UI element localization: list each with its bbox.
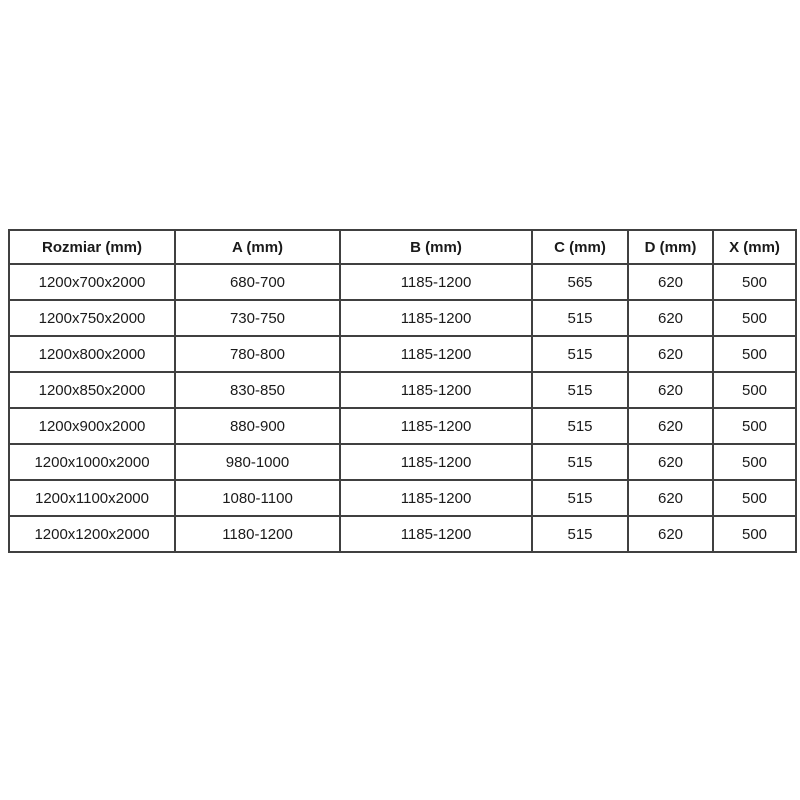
table-cell-c: 515 [532, 372, 628, 408]
table-cell-c: 515 [532, 336, 628, 372]
header-row [9, 230, 796, 264]
table-cell-x: 500 [713, 372, 796, 408]
table-row [9, 480, 796, 516]
table-cell-rozmiar: 1200x900x2000 [9, 408, 175, 444]
table-cell-a: 880-900 [175, 408, 340, 444]
table-row [9, 372, 796, 408]
table-cell-c: 515 [532, 480, 628, 516]
table-row [9, 444, 796, 480]
column-header-c: C (mm) [532, 230, 628, 264]
table-cell-x: 500 [713, 516, 796, 552]
table-row [9, 336, 796, 372]
table-cell-a: 680-700 [175, 264, 340, 300]
table-cell-rozmiar: 1200x1000x2000 [9, 444, 175, 480]
table-cell-x: 500 [713, 444, 796, 480]
table-cell-d: 620 [628, 336, 713, 372]
table-cell-rozmiar: 1200x850x2000 [9, 372, 175, 408]
table-cell-c: 565 [532, 264, 628, 300]
table-cell-x: 500 [713, 480, 796, 516]
table-cell-a: 830-850 [175, 372, 340, 408]
table-cell-rozmiar: 1200x750x2000 [9, 300, 175, 336]
table-cell-c: 515 [532, 300, 628, 336]
table-cell-x: 500 [713, 336, 796, 372]
table-cell-b: 1185-1200 [340, 480, 532, 516]
table-row [9, 264, 796, 300]
table-cell-x: 500 [713, 264, 796, 300]
table-cell-d: 620 [628, 300, 713, 336]
table-cell-rozmiar: 1200x1200x2000 [9, 516, 175, 552]
table-cell-b: 1185-1200 [340, 264, 532, 300]
table-cell-rozmiar: 1200x700x2000 [9, 264, 175, 300]
table-cell-d: 620 [628, 480, 713, 516]
table-cell-c: 515 [532, 516, 628, 552]
table-cell-b: 1185-1200 [340, 516, 532, 552]
table-cell-c: 515 [532, 444, 628, 480]
column-header-x: X (mm) [713, 230, 796, 264]
table-cell-x: 500 [713, 300, 796, 336]
column-header-b: B (mm) [340, 230, 532, 264]
column-header-d: D (mm) [628, 230, 713, 264]
table-cell-b: 1185-1200 [340, 336, 532, 372]
table-cell-a: 1080-1100 [175, 480, 340, 516]
table-cell-c: 515 [532, 408, 628, 444]
table-cell-a: 730-750 [175, 300, 340, 336]
table-cell-d: 620 [628, 516, 713, 552]
table-row [9, 408, 796, 444]
table-cell-b: 1185-1200 [340, 408, 532, 444]
table-row [9, 516, 796, 552]
table-cell-b: 1185-1200 [340, 300, 532, 336]
table-cell-d: 620 [628, 264, 713, 300]
table-row [9, 300, 796, 336]
table-cell-d: 620 [628, 372, 713, 408]
table-cell-a: 980-1000 [175, 444, 340, 480]
column-header-rozmiar: Rozmiar (mm) [9, 230, 175, 264]
table-cell-x: 500 [713, 408, 796, 444]
dimensions-table [8, 229, 797, 553]
table-cell-a: 780-800 [175, 336, 340, 372]
table-cell-b: 1185-1200 [340, 444, 532, 480]
table-cell-d: 620 [628, 408, 713, 444]
table-cell-a: 1180-1200 [175, 516, 340, 552]
table-cell-rozmiar: 1200x1100x2000 [9, 480, 175, 516]
table-cell-b: 1185-1200 [340, 372, 532, 408]
column-header-a: A (mm) [175, 230, 340, 264]
table-cell-d: 620 [628, 444, 713, 480]
table-cell-rozmiar: 1200x800x2000 [9, 336, 175, 372]
